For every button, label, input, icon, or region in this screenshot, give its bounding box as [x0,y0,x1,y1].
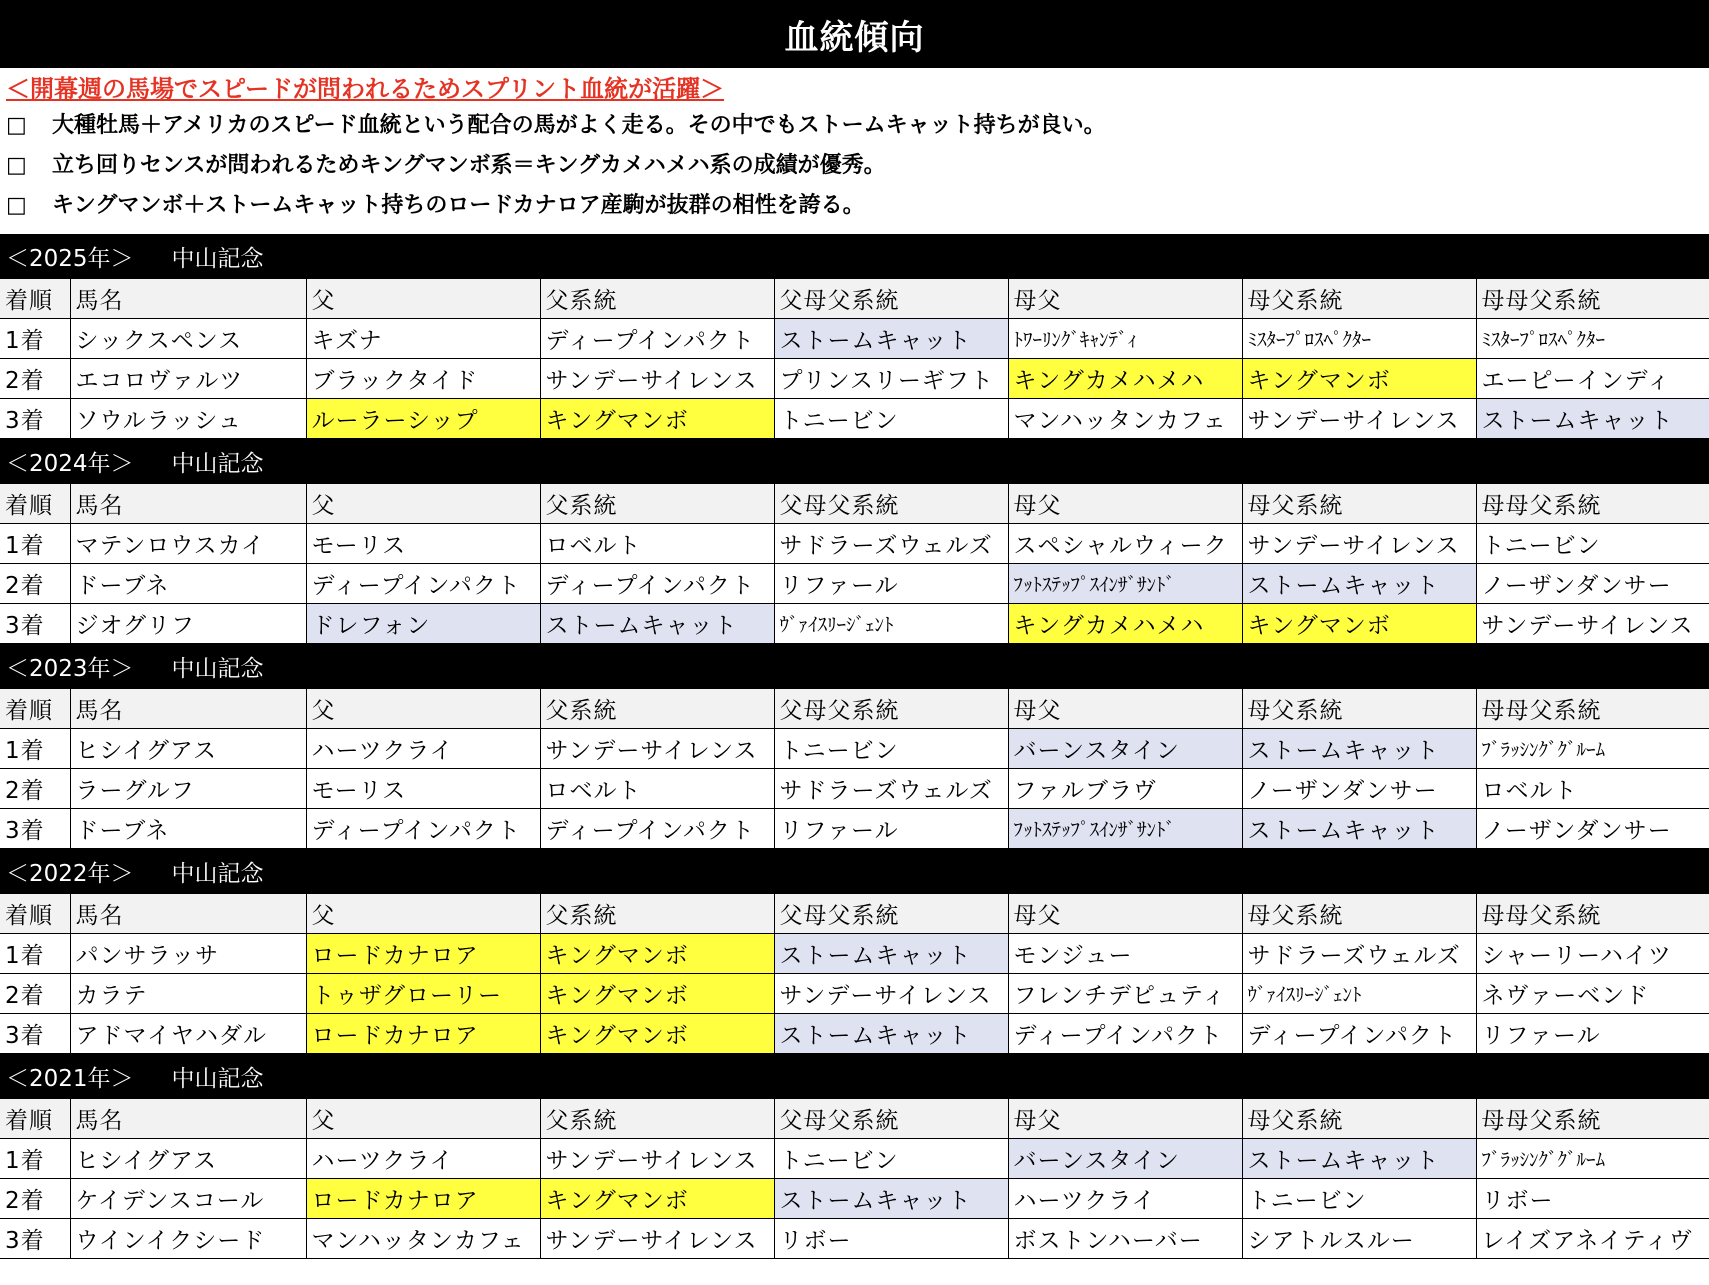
race-name: 中山記念 [171,860,264,887]
sire-cell: マンハッタンカフェ [306,1219,540,1259]
pedigree-table [0,483,1709,644]
sire-dam-sire-line-cell: トニービン [774,1139,1008,1179]
race-year: ＜2021年＞ [6,1065,134,1092]
dam-sire-line-cell: キングマンボ [1242,359,1476,399]
dam-dam-sire-line-cell: シャーリーハイツ [1476,934,1709,974]
sire-dam-sire-line-cell: プリンスリーギフト [774,359,1008,399]
sire-dam-sire-line-cell: サンデーサイレンス [774,974,1008,1014]
column-header: 母父 [1008,1099,1242,1139]
column-header: 母母父系統 [1476,689,1709,729]
sire-cell: モーリス [306,769,540,809]
sire-cell: ブラックタイド [306,359,540,399]
column-header: 着順 [0,484,70,524]
table-row [0,809,1709,849]
column-header: 馬名 [70,279,306,319]
dam-dam-sire-line-cell: ノーザンダンサー [1476,564,1709,604]
dam-dam-sire-line-cell: レイズアネイティヴ [1476,1219,1709,1259]
column-header: 母父系統 [1242,279,1476,319]
column-header: 馬名 [70,484,306,524]
sire-dam-sire-line-cell: トニービン [774,399,1008,439]
race-section-header [0,439,1709,483]
race-name: 中山記念 [171,450,264,477]
column-header: 母父系統 [1242,689,1476,729]
finish-cell: 2着 [0,1179,70,1219]
table-row [0,399,1709,439]
dam-dam-sire-line-cell: リボー [1476,1179,1709,1219]
column-header: 母母父系統 [1476,484,1709,524]
dam-sire-cell: マンハッタンカフェ [1008,399,1242,439]
dam-sire-cell: スペシャルウィーク [1008,524,1242,564]
table-header-row [0,484,1709,524]
dam-sire-line-cell: サドラーズウェルズ [1242,934,1476,974]
trend-bullet-text: 立ち回りセンスが問われるためキングマンボ系＝キングカメハメハ系の成績が優秀。 [52,153,886,178]
dam-sire-cell: キングカメハメハ [1008,359,1242,399]
pedigree-table [0,278,1709,439]
sire-cell: ハーツクライ [306,1139,540,1179]
finish-cell: 2着 [0,974,70,1014]
column-header: 着順 [0,894,70,934]
dam-sire-line-cell: ストームキャット [1242,809,1476,849]
column-header: 父母父系統 [774,279,1008,319]
dam-sire-line-cell: ﾐｽﾀｰﾌﾟﾛｽﾍﾟｸﾀｰ [1242,319,1476,359]
column-header: 父系統 [540,1099,774,1139]
table-row [0,1014,1709,1054]
race-section-header [0,644,1709,688]
dam-dam-sire-line-cell: リファール [1476,1014,1709,1054]
finish-cell: 2着 [0,564,70,604]
column-header: 母母父系統 [1476,279,1709,319]
sire-dam-sire-line-cell: ｳﾞｧｲｽﾘｰｼﾞｪﾝﾄ [774,604,1008,644]
table-row [0,319,1709,359]
trend-bullet-text: キングマンボ＋ストームキャット持ちのロードカナロア産駒が抜群の相性を誇る。 [52,193,865,218]
sheet-title: 血統傾向 [0,0,1709,68]
sire-cell: キズナ [306,319,540,359]
race-section-header [0,849,1709,893]
sire-line-cell: ロベルト [540,769,774,809]
dam-sire-cell: キングカメハメハ [1008,604,1242,644]
column-header: 父母父系統 [774,689,1008,729]
dam-sire-cell: フレンチデピュティ [1008,974,1242,1014]
table-row [0,1139,1709,1179]
sire-line-cell: サンデーサイレンス [540,359,774,399]
finish-cell: 3着 [0,1219,70,1259]
dam-sire-cell: ファルブラヴ [1008,769,1242,809]
column-header: 母父系統 [1242,894,1476,934]
dam-sire-line-cell: キングマンボ [1242,604,1476,644]
dam-sire-line-cell: ストームキャット [1242,729,1476,769]
race-year: ＜2025年＞ [6,245,134,272]
column-header: 母父 [1008,894,1242,934]
trend-bullet [6,106,1703,146]
dam-dam-sire-line-cell: エーピーインディ [1476,359,1709,399]
column-header: 馬名 [70,894,306,934]
sire-dam-sire-line-cell: サドラーズウェルズ [774,769,1008,809]
sire-cell: ディープインパクト [306,809,540,849]
dam-sire-cell: モンジュー [1008,934,1242,974]
finish-cell: 2着 [0,359,70,399]
horse-name-cell: シックスペンス [70,319,306,359]
pedigree-table [0,893,1709,1054]
table-row [0,1219,1709,1259]
table-row [0,769,1709,809]
horse-name-cell: パンサラッサ [70,934,306,974]
sire-cell: ロードカナロア [306,934,540,974]
column-header: 馬名 [70,689,306,729]
sire-dam-sire-line-cell: ストームキャット [774,319,1008,359]
table-header-row [0,689,1709,729]
column-header: 父 [306,689,540,729]
sire-line-cell: ディープインパクト [540,809,774,849]
sire-dam-sire-line-cell: トニービン [774,729,1008,769]
dam-sire-line-cell: ストームキャット [1242,564,1476,604]
horse-name-cell: ヒシイグアス [70,729,306,769]
column-header: 父系統 [540,689,774,729]
table-row [0,974,1709,1014]
finish-cell: 2着 [0,769,70,809]
column-header: 父母父系統 [774,894,1008,934]
column-header: 父 [306,279,540,319]
sire-line-cell: ディープインパクト [540,564,774,604]
dam-sire-cell: ﾌｯﾄｽﾃｯﾌﾟｽｲﾝｻﾞｻﾝﾄﾞ [1008,564,1242,604]
race-year: ＜2023年＞ [6,655,134,682]
sire-cell: ディープインパクト [306,564,540,604]
finish-cell: 1着 [0,524,70,564]
sire-line-cell: ストームキャット [540,604,774,644]
dam-dam-sire-line-cell: ロベルト [1476,769,1709,809]
table-row [0,729,1709,769]
sire-line-cell: サンデーサイレンス [540,1219,774,1259]
finish-cell: 1着 [0,319,70,359]
horse-name-cell: ドーブネ [70,564,306,604]
dam-dam-sire-line-cell: ﾌﾞﾗｯｼﾝｸﾞｸﾞﾙｰﾑ [1476,1139,1709,1179]
finish-cell: 3着 [0,1014,70,1054]
dam-dam-sire-line-cell: ノーザンダンサー [1476,809,1709,849]
column-header: 母父 [1008,484,1242,524]
sire-dam-sire-line-cell: サドラーズウェルズ [774,524,1008,564]
sire-line-cell: キングマンボ [540,934,774,974]
column-header: 父系統 [540,894,774,934]
sire-dam-sire-line-cell: リファール [774,564,1008,604]
sire-dam-sire-line-cell: リファール [774,809,1008,849]
horse-name-cell: ソウルラッシュ [70,399,306,439]
column-header: 母父系統 [1242,1099,1476,1139]
trend-bullet-text: 大種牡馬＋アメリカのスピード血統という配合の馬がよく走る。その中でもストームキャット持ちが良い。 [52,113,1106,138]
race-name: 中山記念 [171,655,264,682]
trend-bullet [6,146,1703,186]
column-header: 馬名 [70,1099,306,1139]
column-header: 着順 [0,279,70,319]
table-header-row [0,279,1709,319]
trend-bullet [6,186,1703,226]
horse-name-cell: ジオグリフ [70,604,306,644]
sire-cell: ルーラーシップ [306,399,540,439]
horse-name-cell: カラテ [70,974,306,1014]
dam-sire-cell: ボストンハーバー [1008,1219,1242,1259]
finish-cell: 3着 [0,809,70,849]
dam-sire-line-cell: サンデーサイレンス [1242,524,1476,564]
trend-headline: ＜開幕週の馬場でスピードが問われるためスプリント血統が活躍＞ [6,75,725,103]
column-header: 母母父系統 [1476,894,1709,934]
table-row [0,524,1709,564]
horse-name-cell: マテンロウスカイ [70,524,306,564]
column-header: 父系統 [540,279,774,319]
race-name: 中山記念 [171,1065,264,1092]
table-row [0,564,1709,604]
horse-name-cell: アドマイヤハダル [70,1014,306,1054]
dam-dam-sire-line-cell: ネヴァーベンド [1476,974,1709,1014]
sire-dam-sire-line-cell: リボー [774,1219,1008,1259]
pedigree-table [0,1098,1709,1259]
sire-line-cell: サンデーサイレンス [540,729,774,769]
dam-sire-line-cell: ストームキャット [1242,1139,1476,1179]
dam-dam-sire-line-cell: サンデーサイレンス [1476,604,1709,644]
checkbox-marker: □ [6,113,27,138]
horse-name-cell: ヒシイグアス [70,1139,306,1179]
column-header: 母父 [1008,689,1242,729]
sire-dam-sire-line-cell: ストームキャット [774,1179,1008,1219]
dam-sire-cell: ハーツクライ [1008,1179,1242,1219]
dam-sire-line-cell: トニービン [1242,1179,1476,1219]
sire-dam-sire-line-cell: ストームキャット [774,1014,1008,1054]
column-header: 母母父系統 [1476,1099,1709,1139]
pedigree-table [0,688,1709,849]
horse-name-cell: ラーグルフ [70,769,306,809]
sire-cell: モーリス [306,524,540,564]
sire-line-cell: キングマンボ [540,1179,774,1219]
column-header: 着順 [0,1099,70,1139]
dam-sire-line-cell: サンデーサイレンス [1242,399,1476,439]
dam-dam-sire-line-cell: ﾐｽﾀｰﾌﾟﾛｽﾍﾟｸﾀｰ [1476,319,1709,359]
trend-notes [0,68,1709,234]
dam-sire-cell: ディープインパクト [1008,1014,1242,1054]
sire-cell: ロードカナロア [306,1014,540,1054]
dam-sire-cell: ﾌｯﾄｽﾃｯﾌﾟｽｲﾝｻﾞｻﾝﾄﾞ [1008,809,1242,849]
dam-sire-cell: バーンスタイン [1008,729,1242,769]
dam-sire-line-cell: ｳﾞｧｲｽﾘｰｼﾞｪﾝﾄ [1242,974,1476,1014]
checkbox-marker: □ [6,153,27,178]
horse-name-cell: ドーブネ [70,809,306,849]
sire-cell: ドレフォン [306,604,540,644]
horse-name-cell: エコロヴァルツ [70,359,306,399]
table-header-row [0,894,1709,934]
dam-dam-sire-line-cell: ストームキャット [1476,399,1709,439]
sire-line-cell: ロベルト [540,524,774,564]
column-header: 母父 [1008,279,1242,319]
sire-line-cell: サンデーサイレンス [540,1139,774,1179]
sire-cell: トゥザグローリー [306,974,540,1014]
dam-sire-cell: ﾄﾜｰﾘﾝｸﾞｷｬﾝﾃﾞｨ [1008,319,1242,359]
table-row [0,934,1709,974]
finish-cell: 3着 [0,399,70,439]
dam-sire-line-cell: ノーザンダンサー [1242,769,1476,809]
finish-cell: 3着 [0,604,70,644]
table-header-row [0,1099,1709,1139]
finish-cell: 1着 [0,1139,70,1179]
column-header: 着順 [0,689,70,729]
sire-line-cell: キングマンボ [540,974,774,1014]
sire-line-cell: キングマンボ [540,1014,774,1054]
race-year: ＜2022年＞ [6,860,134,887]
dam-dam-sire-line-cell: ﾌﾞﾗｯｼﾝｸﾞｸﾞﾙｰﾑ [1476,729,1709,769]
column-header: 父 [306,1099,540,1139]
race-sections [0,234,1709,1259]
finish-cell: 1着 [0,934,70,974]
column-header: 父母父系統 [774,484,1008,524]
column-header: 父 [306,894,540,934]
table-row [0,359,1709,399]
column-header: 父 [306,484,540,524]
race-year: ＜2024年＞ [6,450,134,477]
sire-cell: ロードカナロア [306,1179,540,1219]
table-row [0,604,1709,644]
finish-cell: 1着 [0,729,70,769]
column-header: 父系統 [540,484,774,524]
horse-name-cell: ケイデンスコール [70,1179,306,1219]
dam-sire-line-cell: ディープインパクト [1242,1014,1476,1054]
sire-line-cell: ディープインパクト [540,319,774,359]
race-section-header [0,1054,1709,1098]
sire-cell: ハーツクライ [306,729,540,769]
dam-sire-line-cell: シアトルスルー [1242,1219,1476,1259]
table-row [0,1179,1709,1219]
race-section-header [0,234,1709,278]
dam-dam-sire-line-cell: トニービン [1476,524,1709,564]
column-header: 父母父系統 [774,1099,1008,1139]
checkbox-marker: □ [6,193,27,218]
sire-dam-sire-line-cell: ストームキャット [774,934,1008,974]
dam-sire-cell: バーンスタイン [1008,1139,1242,1179]
horse-name-cell: ウインイクシード [70,1219,306,1259]
race-name: 中山記念 [171,245,264,272]
column-header: 母父系統 [1242,484,1476,524]
sire-line-cell: キングマンボ [540,399,774,439]
